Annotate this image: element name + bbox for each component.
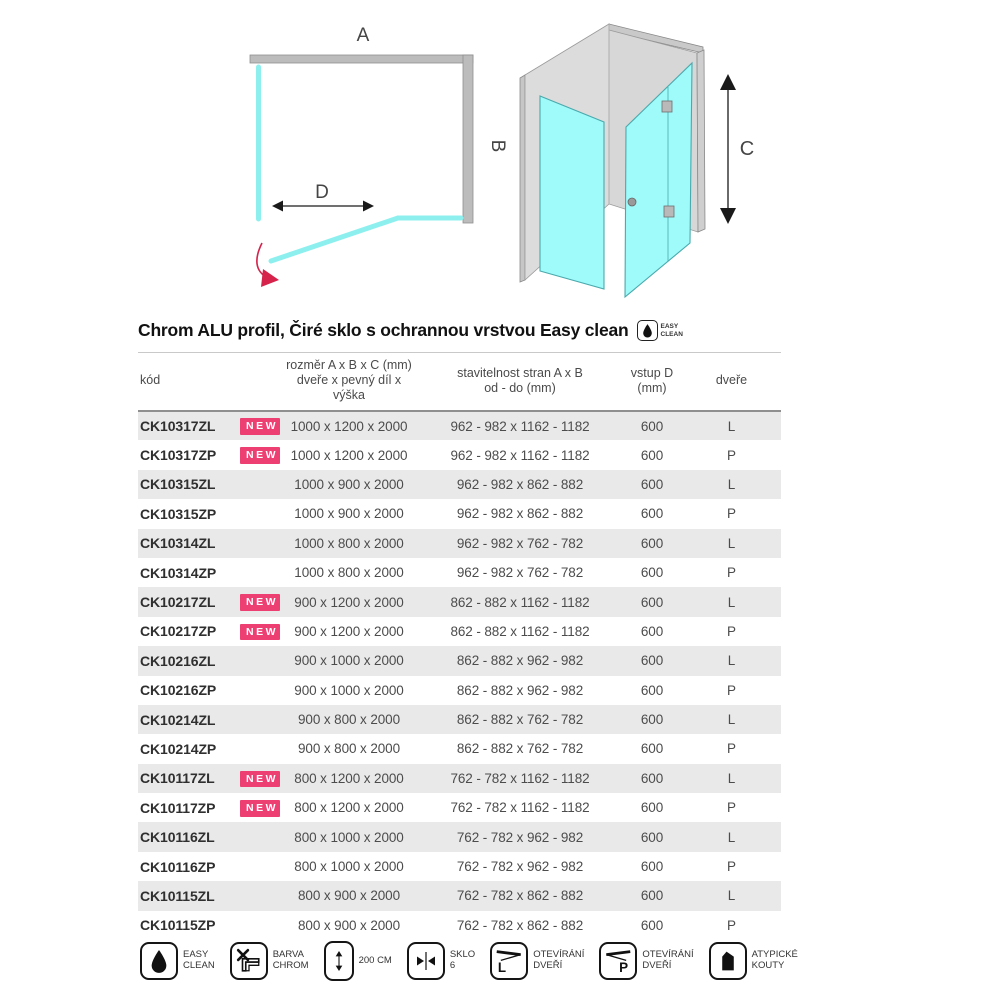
door-swing-arrowhead [261,269,279,287]
table-body [138,411,781,940]
new-badge: NEW [240,800,280,817]
new-badge: NEW [240,624,280,641]
col-header-code: kód [138,353,240,412]
new-badge-cell [240,646,280,675]
feature-legend [140,941,798,981]
adjustability-value: 762 - 782 x 1162 - 1182 [450,770,590,786]
plan-label-b: B [487,139,508,153]
door-side-value: P [727,917,736,933]
col-header-badge [240,353,280,412]
new-badge-cell [240,881,280,910]
size-value: 1000 x 800 x 2000 [294,565,404,581]
adjustability-value: 962 - 982 x 1162 - 1182 [450,418,590,434]
adjustability-value: 862 - 882 x 962 - 982 [456,682,584,698]
size-value: 1000 x 1200 x 2000 [290,418,408,434]
table-row [138,617,781,646]
new-badge-cell [240,793,280,822]
door-side-value: L [727,712,736,728]
new-badge-cell [240,411,280,440]
plan-view-diagram [220,8,520,308]
size-value: 1000 x 800 x 2000 [294,535,404,551]
product-code: CK10216ZP [140,682,217,699]
legend-item-sklo: SKLO 6 [407,942,475,980]
table-row [138,529,781,558]
size-value: 900 x 1000 x 2000 [294,682,404,698]
new-badge-cell [240,822,280,851]
door-side-value: P [727,565,736,581]
adjustability-value: 862 - 882 x 762 - 782 [456,741,584,757]
adjustability-value: 962 - 982 x 762 - 782 [456,565,584,581]
atypical-corners-icon [709,942,747,980]
col-header-adjustability: stavitelnost stran A x B od - do (mm) [418,353,622,412]
table-row [138,587,781,616]
door-side-value: P [727,682,736,698]
entry-width-value: 600 [640,800,664,816]
table-row [138,822,781,851]
title-row [138,320,683,341]
table-row [138,911,781,940]
entry-width-value: 600 [640,418,664,434]
adjustability-value: 762 - 782 x 962 - 982 [456,829,584,845]
c-arrowhead-bottom [720,208,736,224]
door-side-value: P [727,800,736,816]
size-value: 800 x 1000 x 2000 [294,859,404,875]
entry-width-value: 600 [640,476,664,492]
entry-width-value: 600 [640,888,664,904]
table-row [138,499,781,528]
door-knob [628,198,636,206]
entry-width-value: 600 [640,712,664,728]
product-spec-table [138,352,781,940]
new-badge-cell [240,734,280,763]
table-row [138,734,781,763]
adjustability-value: 962 - 982 x 1162 - 1182 [450,447,590,463]
door-hinge-bottom [664,206,674,217]
product-code: CK10216ZL [140,652,216,669]
iso-glass-fixed-panel [540,96,604,289]
plan-label-d: D [315,182,329,203]
c-arrowhead-top [720,74,736,90]
table-row [138,558,781,587]
entry-width-value: 600 [640,917,664,933]
door-side-value: P [727,859,736,875]
product-code: CK10315ZP [140,505,217,522]
adjustability-value: 962 - 982 x 862 - 882 [456,476,584,492]
door-side-value: L [727,594,736,610]
product-code: CK10117ZL [140,770,215,787]
table-row [138,470,781,499]
entry-width-value: 600 [640,447,664,463]
size-value: 1000 x 900 x 2000 [294,506,404,522]
table-row [138,411,781,440]
new-badge-cell [240,470,280,499]
product-code: CK10214ZP [140,740,217,757]
entry-width-value: 600 [640,741,664,757]
adjustability-value: 762 - 782 x 862 - 882 [456,888,584,904]
new-badge-cell [240,587,280,616]
easy-clean-badge [637,320,683,341]
entry-width-value: 600 [640,829,664,845]
product-code: CK10314ZP [140,564,217,581]
door-side-value: P [727,623,736,639]
entry-width-value: 600 [640,682,664,698]
easy-clean-drop-icon [637,320,658,341]
adjustability-value: 862 - 882 x 1162 - 1182 [450,623,590,639]
col-header-size: rozměr A x B x C (mm) dveře x pevný díl x výška [280,353,418,412]
new-badge-cell [240,764,280,793]
new-badge-cell [240,617,280,646]
entry-width-value: 600 [640,653,664,669]
table-row [138,852,781,881]
door-side-value: L [727,535,736,551]
product-code: CK10115ZP [140,917,216,934]
product-code: CK10317ZP [140,447,217,464]
chrome-color-icon [230,942,268,980]
col-header-entry: vstup D (mm) [622,353,682,412]
product-code: CK10217ZL [140,594,216,611]
page-title: Chrom ALU profil, Čiré sklo s ochrannou vrstvou Easy clean [138,320,629,340]
glass-6mm-icon [407,942,445,980]
iso-wall-left-edge [520,75,525,282]
adjustability-value: 762 - 782 x 862 - 882 [456,917,584,933]
size-value: 900 x 800 x 2000 [298,712,400,728]
door-side-value: P [727,741,736,757]
new-badge: NEW [240,594,280,611]
col-header-door: dveře [682,353,781,412]
size-value: 800 x 1000 x 2000 [294,829,404,845]
product-code: CK10317ZL [140,418,216,435]
adjustability-value: 862 - 882 x 1162 - 1182 [450,594,590,610]
iso-3d-diagram [500,8,790,308]
entry-width-value: 600 [640,565,664,581]
table-row [138,793,781,822]
door-side-value: P [727,506,736,522]
door-side-value: L [727,829,736,845]
d-arrowhead-left [272,201,283,212]
plan-wall-top [250,55,473,63]
product-code: CK10116ZL [140,829,215,846]
table-header [138,353,781,412]
new-badge-cell [240,558,280,587]
door-side-value: P [727,447,736,463]
legend-item-height: 200 CM [324,941,392,981]
product-code: CK10115ZL [140,887,215,904]
table-row [138,440,781,469]
new-badge-cell [240,499,280,528]
svg-text:P: P [619,960,629,975]
size-value: 1000 x 1200 x 2000 [290,447,408,463]
new-badge-cell [240,852,280,881]
plan-wall-right [463,55,473,223]
legend-item-easy-clean: EASY CLEAN [140,942,215,980]
adjustability-value: 862 - 882 x 762 - 782 [456,712,584,728]
new-badge: NEW [240,771,280,788]
product-code: CK10315ZL [140,476,216,493]
adjustability-value: 762 - 782 x 962 - 982 [456,859,584,875]
table-row [138,881,781,910]
svg-text:L: L [498,960,507,975]
size-value: 800 x 900 x 2000 [298,917,400,933]
d-arrowhead-right [363,201,374,212]
entry-width-value: 600 [640,506,664,522]
product-code: CK10116ZP [140,858,216,875]
plan-glass-door-open [271,218,398,261]
table-row [138,764,781,793]
adjustability-value: 862 - 882 x 962 - 982 [456,653,584,669]
door-side-value: L [727,653,736,669]
door-hinge-top [662,101,672,112]
easy-clean-badge-label: EASY CLEAN [660,323,683,338]
size-value: 1000 x 900 x 2000 [294,476,404,492]
new-badge-cell [240,911,280,940]
entry-width-value: 600 [640,594,664,610]
size-value: 800 x 1200 x 2000 [294,770,404,786]
door-side-value: L [727,476,736,492]
size-value: 800 x 900 x 2000 [298,888,400,904]
size-value: 900 x 800 x 2000 [298,741,400,757]
iso-wall-right-outer-edge [697,50,705,232]
door-side-value: L [727,770,736,786]
new-badge: NEW [240,447,280,464]
entry-width-value: 600 [640,535,664,551]
new-badge-cell [240,440,280,469]
new-badge: NEW [240,418,280,435]
adjustability-value: 962 - 982 x 762 - 782 [456,535,584,551]
product-code: CK10117ZP [140,799,216,816]
new-badge-cell [240,705,280,734]
entry-width-value: 600 [640,859,664,875]
size-value: 900 x 1200 x 2000 [294,623,404,639]
table-row [138,705,781,734]
size-value: 900 x 1000 x 2000 [294,653,404,669]
adjustability-value: 962 - 982 x 862 - 882 [456,506,584,522]
table-row [138,676,781,705]
legend-item-door-right: P OTEVÍRÁNÍ DVEŘÍ [599,942,693,980]
size-value: 900 x 1200 x 2000 [294,594,404,610]
plan-label-a: A [356,25,370,46]
entry-width-value: 600 [640,770,664,786]
easy-clean-drop-icon [140,942,178,980]
product-code: CK10217ZP [140,623,217,640]
door-side-value: L [727,888,736,904]
size-value: 800 x 1200 x 2000 [294,800,404,816]
new-badge-cell [240,529,280,558]
door-opening-right-icon [599,942,637,980]
adjustability-value: 762 - 782 x 1162 - 1182 [450,800,590,816]
height-200cm-icon [324,941,354,981]
legend-item-atypical-corners: ATYPICKÉ KOUTY [709,942,798,980]
new-badge-cell [240,676,280,705]
entry-width-value: 600 [640,623,664,639]
door-side-value: L [727,418,736,434]
iso-label-c: C [739,138,755,160]
product-code: CK10314ZL [140,535,216,552]
product-code: CK10214ZL [140,711,216,728]
legend-item-barva-chrom: BARVA CHROM [230,942,309,980]
table-row [138,646,781,675]
door-opening-left-icon [490,942,528,980]
legend-item-door-left: L OTEVÍRÁNÍ DVEŘÍ [490,942,584,980]
